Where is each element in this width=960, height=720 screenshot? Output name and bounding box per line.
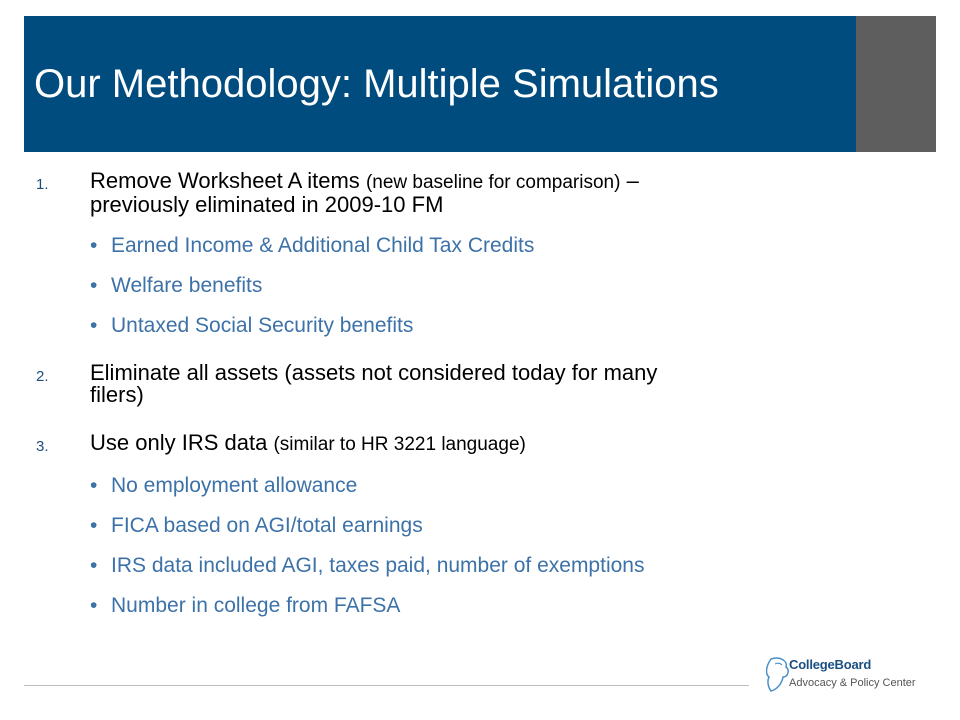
bullet-icon: • [90,314,98,337]
bullet-icon: • [90,234,98,257]
list-item [90,314,876,338]
list-item [90,234,876,258]
item-text [90,432,876,456]
item-text [90,170,876,216]
item-dash: – [626,168,639,193]
subitem-text: Number in college from FAFSA [111,594,401,617]
list-item [90,554,876,578]
footer-divider [24,685,749,686]
item-paren-text: (new baseline for comparison) [365,172,621,193]
subitem-text: IRS data included AGI, taxes paid, number of exemptions [111,554,645,577]
numbered-item-1 [36,170,876,216]
item-line-1: Eliminate all assets (assets not considered today for many [90,360,658,385]
item-number: 3. [36,438,49,455]
side-accent-block [856,16,936,152]
bullet-icon: • [90,274,98,297]
logo-subtitle: Advocacy & Policy Center [789,677,916,689]
bullet-icon: • [90,594,98,617]
item-continuation-text: previously eliminated in 2009-10 FM [90,192,444,217]
list-item [90,474,876,498]
subitem-text: No employment allowance [111,474,358,497]
subitem-text: Untaxed Social Security benefits [111,314,414,337]
subitem-text: Earned Income & Additional Child Tax Credits [111,234,535,257]
item-text [90,362,876,406]
item-paren-text: (similar to HR 3221 language) [273,434,526,455]
bullet-icon: • [90,514,98,537]
subitem-text: Welfare benefits [111,274,263,297]
bullet-icon: • [90,474,98,497]
bullet-icon: • [90,554,98,577]
item-main-text: Remove Worksheet A items [90,168,360,193]
numbered-item-2 [36,362,876,406]
subitem-text: FICA based on AGI/total earnings [111,514,423,537]
item-1-subitems [36,234,876,338]
logo-name: CollegeBoard [789,657,872,672]
list-item [90,274,876,298]
slide-content [36,170,876,618]
slide-title: Our Methodology: Multiple Simulations [34,62,719,106]
item-number: 1. [36,176,49,193]
item-line-2: filers) [90,382,144,407]
item-number: 2. [36,368,49,385]
item-3-subitems [36,474,876,618]
numbered-item-3 [36,432,876,456]
list-item [90,594,876,618]
item-main-text: Use only IRS data [90,430,268,455]
acorn-icon [766,657,790,693]
list-item [90,514,876,538]
collegeboard-logo [766,653,936,699]
